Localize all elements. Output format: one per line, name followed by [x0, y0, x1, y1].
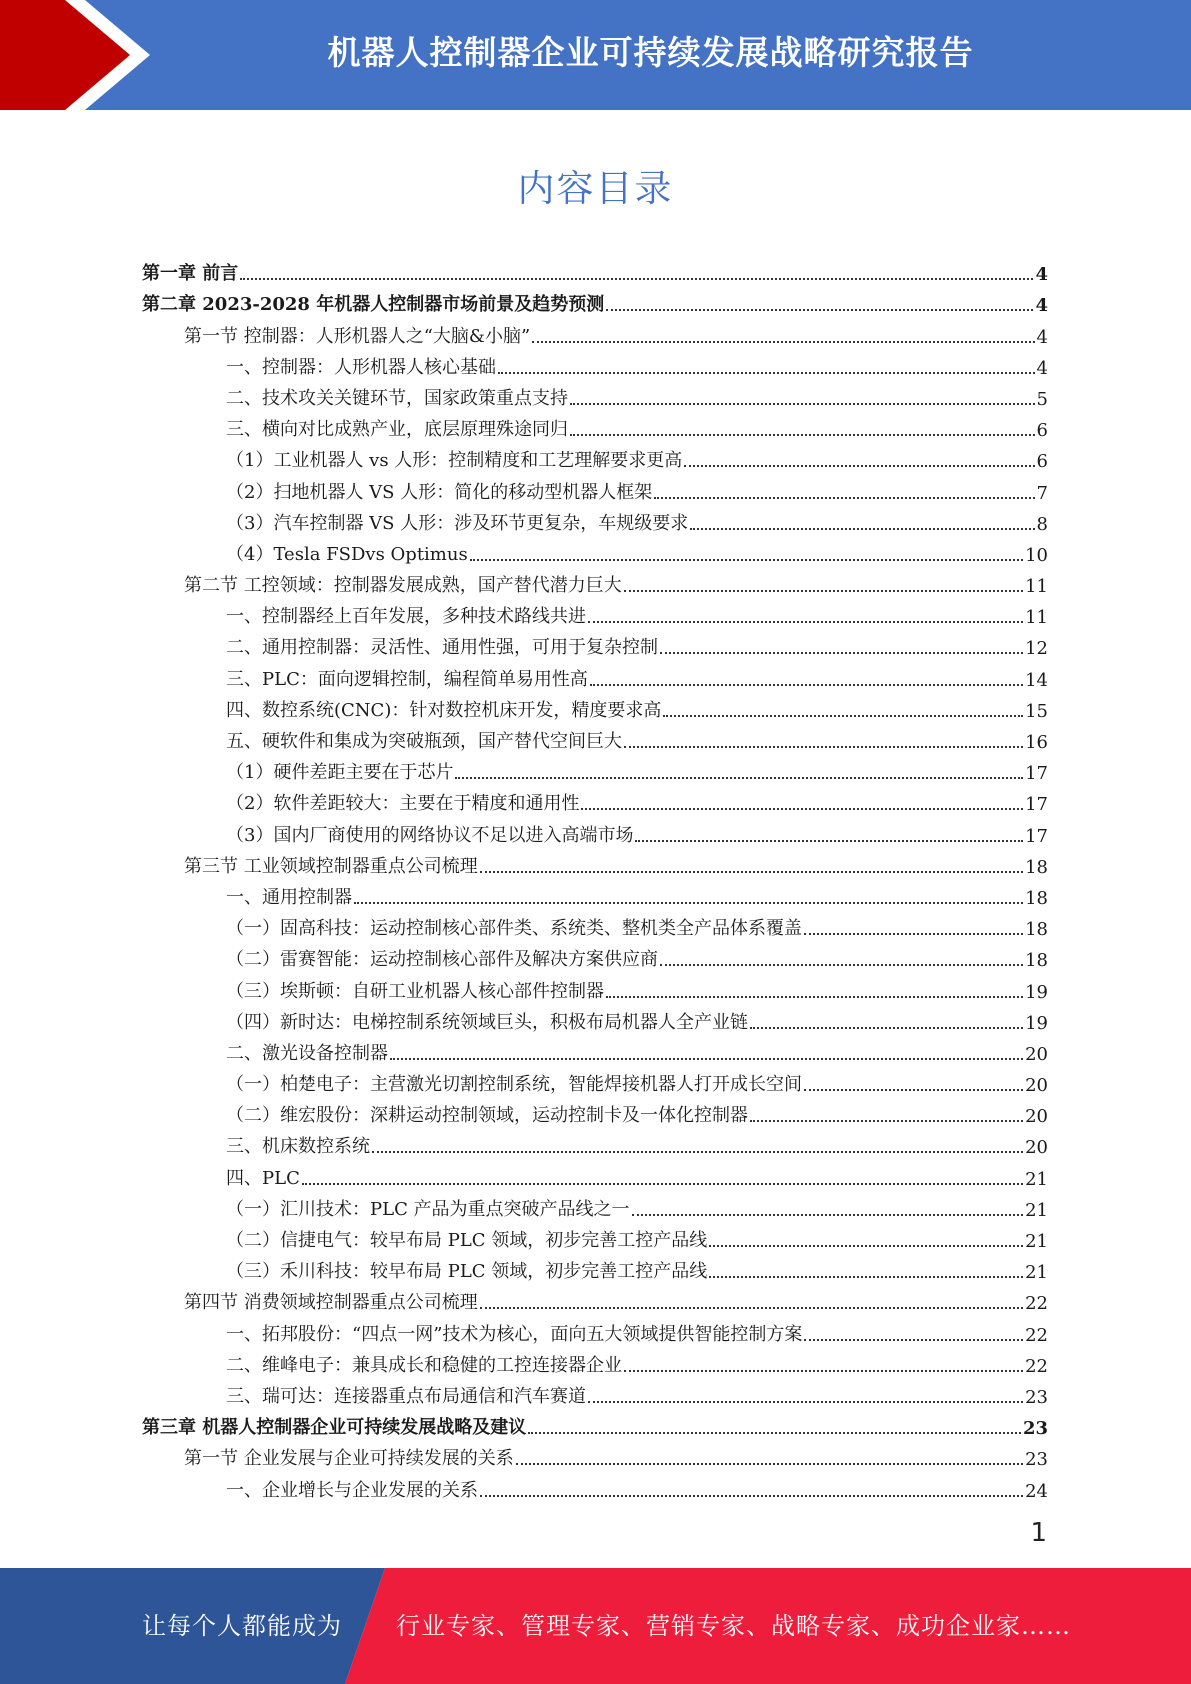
toc-entry-text: 二、激光设备控制器: [226, 1042, 388, 1064]
toc-entry-page: 10: [1025, 544, 1048, 566]
toc-leader-dots: [660, 964, 1023, 966]
footer-banner: [0, 1568, 1191, 1684]
toc-entry-page: 17: [1025, 794, 1048, 816]
toc-entry[interactable]: [142, 1283, 1048, 1314]
toc-entry-page: 22: [1025, 1293, 1048, 1315]
toc-leader-dots: [528, 1432, 1021, 1434]
toc-entry-page: 20: [1025, 1043, 1048, 1065]
toc-entry-text: 二、通用控制器：灵活性、通用性强，可用于复杂控制: [226, 637, 658, 659]
toc-leader-dots: [750, 1120, 1023, 1122]
toc-leader-dots: [581, 808, 1023, 810]
toc-entry-text: 一、控制器经上百年发展，多种技术路线共进: [226, 606, 586, 628]
toc-entry-text: （三）埃斯顿：自研工业机器人核心部件控制器: [226, 980, 604, 1002]
toc-leader-dots: [663, 715, 1023, 717]
toc-leader-dots: [804, 1339, 1023, 1341]
toc-entry-text: 二、技术攻关关键环节，国家政策重点支持: [226, 387, 568, 409]
toc-entry[interactable]: [142, 1096, 1048, 1127]
toc-leader-dots: [588, 1401, 1023, 1403]
toc-entry-page: 11: [1025, 607, 1048, 629]
toc-entry-text: 一、通用控制器: [226, 886, 352, 908]
toc-entry-page: 12: [1025, 638, 1048, 660]
toc-entry-text: （4）Tesla FSDvs Optimus: [226, 543, 468, 565]
toc-entry-text: （一）柏楚电子：主营激光切割控制系统，智能焊接机器人打开成长空间: [226, 1074, 802, 1096]
toc-entry[interactable]: [142, 1065, 1048, 1096]
toc-entry-text: （二）维宏股份：深耕运动控制领域，运动控制卡及一体化控制器: [226, 1105, 748, 1127]
toc-leader-dots: [590, 684, 1023, 686]
toc-entry-text: 第一章 前言: [142, 263, 239, 285]
toc-entry-text: 一、控制器：人形机器人核心基础: [226, 356, 496, 378]
table-of-contents: [142, 254, 1048, 1502]
toc-leader-dots: [390, 1058, 1023, 1060]
toc-entry-text: 四、数控系统(CNC)：针对数控机床开发，精度要求高: [226, 699, 662, 721]
toc-entry-text: （二）信捷电气：较早布局 PLC 领域，初步完善工控产品线: [226, 1230, 708, 1251]
toc-leader-dots: [709, 1276, 1023, 1278]
footer-slogan-right: 行业专家、管理专家、营销专家、战略专家、成功企业家……: [396, 1612, 1071, 1640]
toc-entry-page: 20: [1025, 1137, 1048, 1159]
toc-title: 内容目录: [517, 167, 674, 210]
toc-entry-text: （三）禾川科技：较早布局 PLC 领域，初步完善工控产品线: [226, 1261, 708, 1283]
toc-leader-dots: [354, 902, 1023, 904]
toc-entry[interactable]: [142, 1377, 1048, 1408]
toc-entry[interactable]: [142, 472, 1048, 503]
toc-entry-page: 21: [1025, 1199, 1048, 1221]
toc-entry-page: 24: [1025, 1480, 1048, 1502]
toc-entry-page: 17: [1025, 825, 1048, 847]
toc-entry[interactable]: [142, 1252, 1048, 1283]
toc-leader-dots: [690, 528, 1034, 530]
toc-entry-page: 17: [1025, 763, 1048, 785]
toc-entry[interactable]: [142, 847, 1048, 878]
toc-entry[interactable]: [142, 1346, 1048, 1377]
toc-entry-page: 21: [1025, 1168, 1048, 1190]
toc-leader-dots: [570, 403, 1035, 405]
toc-entry-page: 6: [1036, 451, 1048, 473]
toc-entry-page: 8: [1036, 513, 1048, 535]
toc-entry-text: （一）固高科技：运动控制核心部件类、系统类、整机类全产品体系覆盖: [226, 918, 802, 940]
header-banner: [0, 0, 1191, 110]
toc-entry-text: 三、横向对比成熟产业，底层原理殊途同归: [226, 419, 568, 441]
toc-leader-dots: [532, 341, 1034, 343]
toc-entry[interactable]: [142, 410, 1048, 441]
toc-entry[interactable]: [142, 535, 1048, 566]
toc-leader-dots: [480, 1495, 1023, 1497]
toc-entry-text: 第二章 2023-2028 年机器人控制器市场前景及趋势预测: [142, 294, 605, 316]
toc-leader-dots: [516, 1463, 1023, 1465]
toc-leader-dots: [498, 372, 1035, 374]
toc-entry[interactable]: [142, 1034, 1048, 1065]
toc-leader-dots: [240, 278, 1033, 280]
toc-entry-page: 4: [1035, 264, 1048, 286]
toc-entry[interactable]: [142, 1221, 1048, 1252]
toc-leader-dots: [632, 1214, 1024, 1216]
toc-entry-page: 4: [1036, 357, 1048, 379]
toc-entry-page: 4: [1036, 326, 1048, 348]
toc-entry-page: 6: [1036, 420, 1048, 442]
toc-entry[interactable]: [142, 379, 1048, 410]
toc-entry[interactable]: [142, 566, 1048, 597]
toc-entry-page: 16: [1025, 732, 1048, 753]
toc-entry-text: 第四节 消费领域控制器重点公司梳理: [184, 1292, 478, 1314]
toc-entry[interactable]: [142, 441, 1048, 472]
toc-entry-text: 五、硬软件和集成为突破瓶颈，国产替代空间巨大: [226, 731, 622, 752]
toc-entry-page: 22: [1025, 1324, 1048, 1346]
toc-entry-text: 第二节 工控领域：控制器发展成熟，国产替代潜力巨大: [184, 575, 622, 597]
toc-entry-page: 23: [1025, 1386, 1048, 1408]
toc-entry-page: 18: [1025, 950, 1048, 972]
toc-entry[interactable]: [142, 1408, 1048, 1439]
toc-entry-text: 三、瑞可达：连接器重点布局通信和汽车赛道: [226, 1385, 586, 1407]
toc-leader-dots: [709, 1245, 1023, 1247]
toc-entry-page: 22: [1025, 1355, 1048, 1377]
toc-entry[interactable]: [142, 722, 1048, 753]
toc-entry[interactable]: [142, 597, 1048, 628]
toc-entry-page: 15: [1025, 700, 1048, 722]
toc-entry-page: 18: [1025, 919, 1048, 941]
toc-leader-dots: [660, 652, 1023, 654]
toc-entry-text: 一、拓邦股份：“四点一网”技术为核心，面向五大领域提供智能控制方案: [226, 1323, 803, 1345]
toc-entry-page: 4: [1035, 295, 1048, 317]
toc-entry-page: 5: [1036, 388, 1048, 410]
toc-entry[interactable]: [142, 504, 1048, 535]
toc-leader-dots: [654, 497, 1034, 499]
report-title: 机器人控制器企业可持续发展战略研究报告: [327, 33, 974, 72]
toc-leader-dots: [804, 1089, 1023, 1091]
toc-entry[interactable]: [142, 1439, 1048, 1470]
toc-entry-text: （1）工业机器人 vs 人形：控制精度和工艺理解要求更高: [226, 450, 683, 472]
toc-entry[interactable]: [142, 254, 1048, 285]
toc-entry-text: 第三节 工业领域控制器重点公司梳理: [184, 855, 478, 877]
toc-entry-text: （一）汇川技术：PLC 产品为重点突破产品线之一: [226, 1198, 630, 1220]
toc-entry-text: （二）雷赛智能：运动控制核心部件及解决方案供应商: [226, 949, 658, 971]
toc-entry-page: 11: [1025, 576, 1048, 598]
toc-entry-text: （3）国内厂商使用的网络协议不足以进入高端市场: [226, 824, 634, 846]
toc-entry-text: 四、PLC: [226, 1167, 300, 1189]
toc-entry[interactable]: [142, 784, 1048, 815]
toc-leader-dots: [624, 1370, 1023, 1372]
toc-entry-text: （四）新时达：电梯控制系统领域巨头，积极布局机器人全产业链: [226, 1011, 748, 1033]
toc-entry[interactable]: [142, 1158, 1048, 1189]
toc-leader-dots: [624, 746, 1023, 748]
toc-entry-text: 第三章 机器人控制器企业可持续发展战略及建议: [142, 1417, 527, 1439]
toc-leader-dots: [480, 871, 1023, 873]
toc-leader-dots: [588, 621, 1023, 623]
toc-leader-dots: [606, 309, 1033, 311]
header-arrow-decoration: [0, 0, 160, 110]
toc-entry-text: 二、维峰电子：兼具成长和稳健的工控连接器企业: [226, 1354, 622, 1376]
toc-entry-page: 20: [1025, 1075, 1048, 1097]
toc-entry[interactable]: [142, 815, 1048, 846]
footer-slogan-left: 让每个人都能成为: [142, 1612, 342, 1640]
toc-entry[interactable]: [142, 878, 1048, 909]
toc-leader-dots: [480, 1307, 1023, 1309]
toc-entry[interactable]: [142, 1470, 1048, 1501]
toc-entry-page: 21: [1025, 1231, 1048, 1252]
toc-leader-dots: [455, 777, 1023, 779]
toc-leader-dots: [750, 1027, 1023, 1029]
toc-entry-page: 21: [1025, 1262, 1048, 1284]
toc-entry[interactable]: [142, 316, 1048, 347]
toc-entry[interactable]: [142, 1127, 1048, 1158]
toc-leader-dots: [372, 1151, 1023, 1153]
toc-entry-text: 第一节 控制器：人形机器人之“大脑&小脑”: [184, 325, 531, 347]
toc-entry-text: （3）汽车控制器 VS 人形：涉及环节更复杂，车规级要求: [226, 512, 689, 534]
toc-leader-dots: [606, 996, 1023, 998]
toc-entry-text: 三、机床数控系统: [226, 1136, 370, 1158]
toc-entry-page: 19: [1025, 981, 1048, 1003]
toc-entry-page: 14: [1025, 669, 1048, 691]
toc-entry[interactable]: [142, 909, 1048, 940]
toc-leader-dots: [570, 434, 1035, 436]
page-number: 1: [1030, 1518, 1047, 1548]
toc-leader-dots: [635, 840, 1023, 842]
toc-leader-dots: [684, 465, 1034, 467]
toc-entry-page: 7: [1036, 482, 1048, 504]
toc-entry[interactable]: [142, 971, 1048, 1002]
toc-leader-dots: [470, 559, 1023, 561]
toc-entry-page: 23: [1022, 1418, 1048, 1440]
toc-entry-text: （2）扫地机器人 VS 人形：简化的移动型机器人框架: [226, 481, 653, 503]
toc-entry-page: 20: [1025, 1106, 1048, 1128]
toc-entry-text: 一、企业增长与企业发展的关系: [226, 1479, 478, 1501]
toc-leader-dots: [302, 1183, 1023, 1185]
toc-entry[interactable]: [142, 691, 1048, 722]
toc-entry[interactable]: [142, 659, 1048, 690]
toc-entry[interactable]: [142, 285, 1048, 316]
toc-entry-page: 18: [1025, 856, 1048, 878]
toc-entry[interactable]: [142, 1314, 1048, 1345]
toc-leader-dots: [804, 933, 1023, 935]
toc-leader-dots: [624, 590, 1023, 592]
toc-entry[interactable]: [142, 348, 1048, 379]
toc-entry-text: （1）硬件差距主要在于芯片: [226, 762, 454, 784]
toc-entry-text: （2）软件差距较大：主要在于精度和通用性: [226, 793, 580, 815]
toc-entry[interactable]: [142, 1190, 1048, 1221]
toc-entry[interactable]: [142, 940, 1048, 971]
toc-entry[interactable]: [142, 628, 1048, 659]
toc-entry-text: 第一节 企业发展与企业可持续发展的关系: [184, 1448, 514, 1470]
toc-entry-text: 三、PLC：面向逻辑控制，编程简单易用性高: [226, 668, 588, 690]
toc-entry[interactable]: [142, 753, 1048, 784]
toc-entry[interactable]: [142, 1003, 1048, 1034]
toc-entry-page: 23: [1025, 1449, 1048, 1471]
toc-entry-page: 19: [1025, 1012, 1048, 1034]
toc-entry-page: 18: [1025, 887, 1048, 909]
